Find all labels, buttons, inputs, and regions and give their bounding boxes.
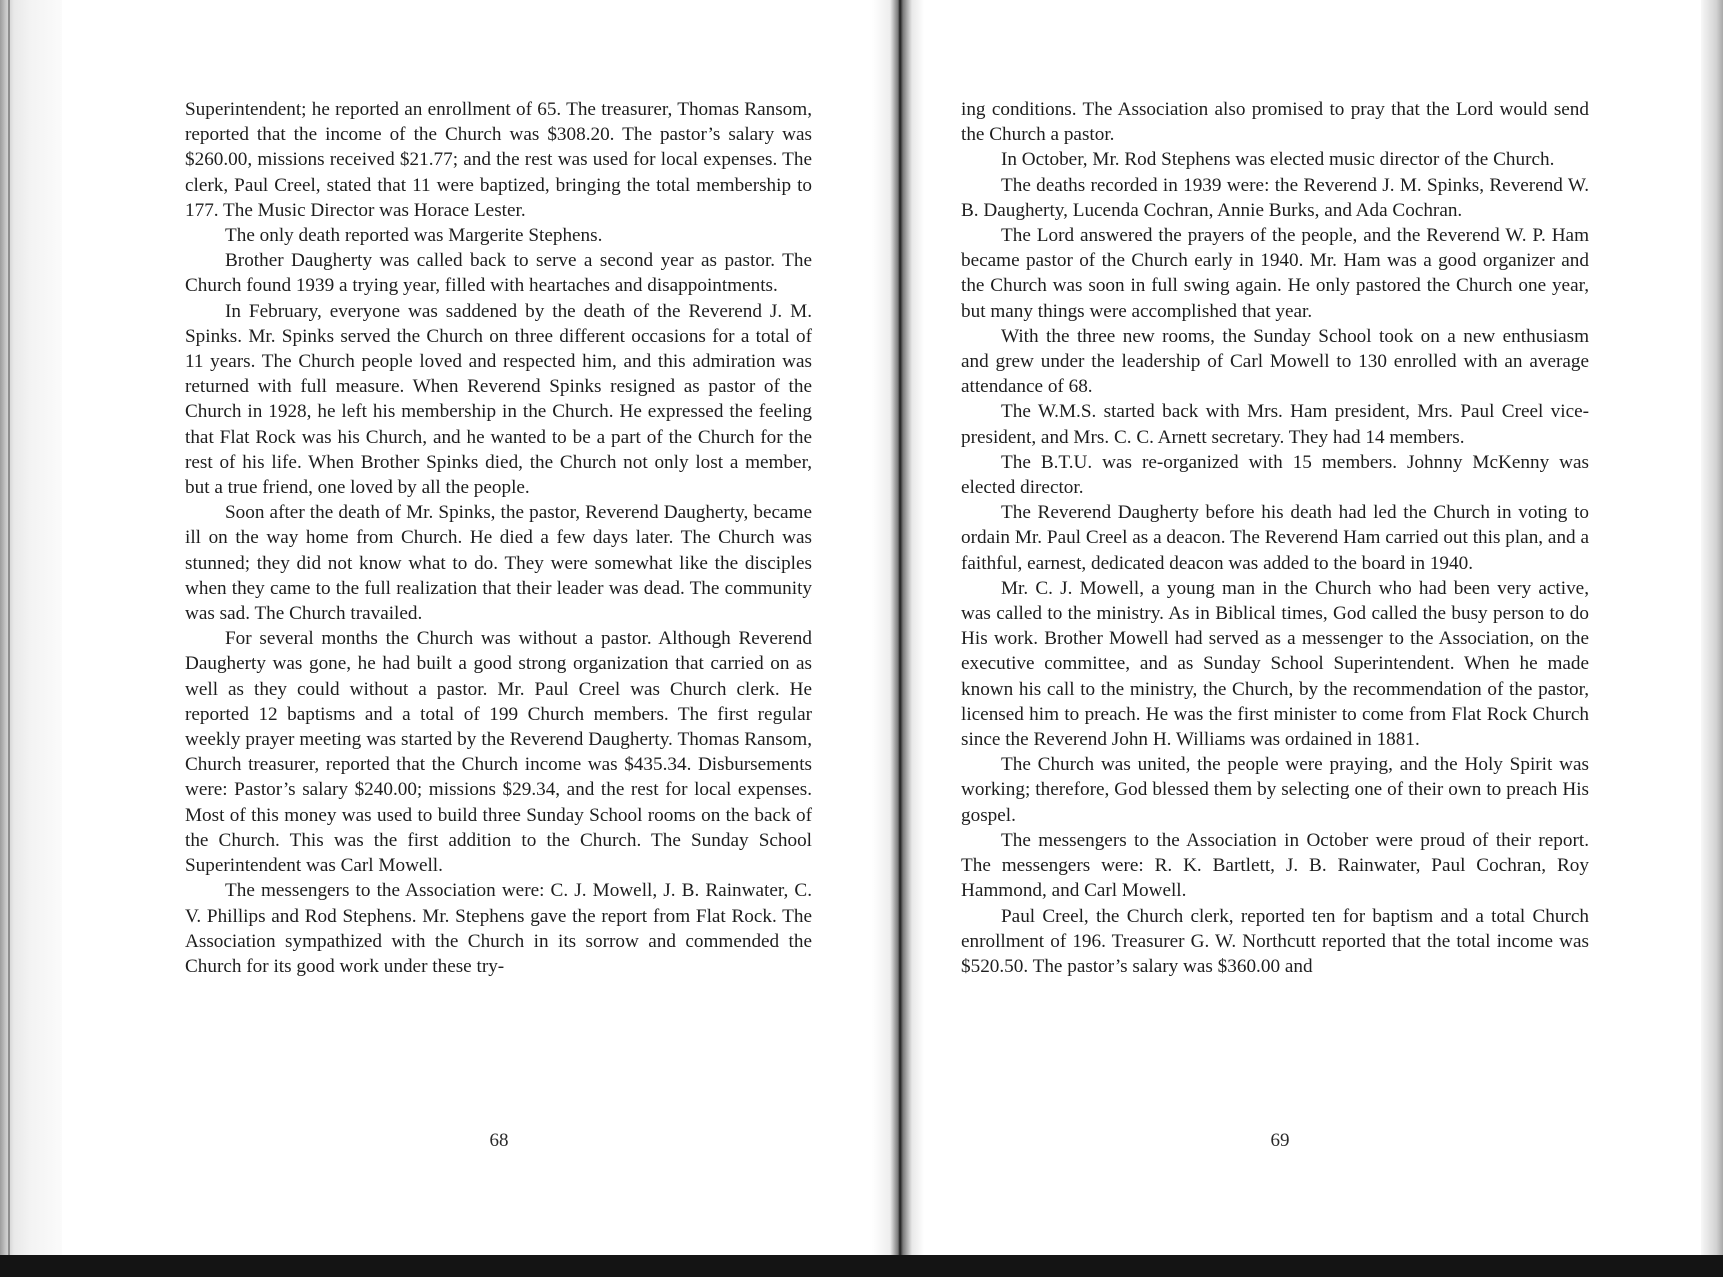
paragraph: ing conditions. The Association also promised to pray that the Lord would send the Church a pastor. — [961, 99, 1589, 146]
paragraph: Paul Creel, the Church clerk, reported ten for baptism and a total Church enrollment of 196. Treasurer G. W. Northcutt reported that the total income was $520.50. The pastor’s salary was $360.00 and — [961, 905, 1589, 977]
paragraph: Soon after the death of Mr. Spinks, the pastor, Reverend Daugherty, became ill on the way home from Church. He died a few days later. The Church was stunned; they did not know what to do. They were somewhat like the disciples when they came to the full realization that their leader was dead. The community was sad. The Church travailed. — [185, 502, 812, 625]
paragraph: Superintendent; he reported an enrollment of 65. The treasurer, Thomas Ransom, reported that the income of the Church was $308.20. The pastor’s salary was $260.00, missions received $21.77; and the rest was used for local expenses. The clerk, Paul Creel, stated that 11 were baptized, bringing the total membership to 177. The Music Director was Horace Lester. — [185, 99, 812, 221]
paragraph: The deaths recorded in 1939 were: the Reverend J. M. Spinks, Reverend W. B. Daugherty, Lucenda Cochran, Annie Burks, and Ada Cochran. — [961, 174, 1589, 221]
paragraph: For several months the Church was without a pastor. Although Reverend Daugherty was gone, he had built a good strong organization that carried on as well as they could without a pastor. Mr. Paul Creel was Church clerk. He reported 12 baptisms and a total of 199 Church members. The first regular weekly prayer meeting was started by the Reverend Daugherty. Thomas Ransom, Church treasurer, reported that the Church income was $435.34. Disbursements were: Pastor’s salary $240.00; missions $29.34, and the rest for local expenses. Most of this money was used to build three Sunday School rooms on the back of the Church. This was the first addition to the Church. The Sunday School Superintendent was Carl Mowell. — [185, 628, 812, 877]
page-number-left: 68 — [489, 1130, 509, 1151]
paragraph: In October, Mr. Rod Stephens was elected music director of the Church. — [1001, 149, 1555, 171]
page-number-right: 69 — [1270, 1130, 1290, 1151]
right-page-text — [961, 97, 1589, 979]
scan-bottom-border — [0, 1255, 1723, 1277]
paragraph: Brother Daugherty was called back to serve a second year as pastor. The Church found 1939 a trying year, filled with heartaches and disappointments. — [185, 250, 812, 297]
book-gutter — [872, 0, 924, 1255]
left-page-text — [185, 97, 812, 979]
paragraph: The Lord answered the prayers of the people, and the Reverend W. P. Ham became pastor of the Church early in 1940. Mr. Ham was a good organizer and the Church was soon in full swing again. He only pastored the Church one year, but many things were accomplished that year. — [961, 225, 1589, 322]
left-page-edge — [0, 0, 62, 1255]
paragraph: The W.M.S. started back with Mrs. Ham president, Mrs. Paul Creel vice-president, and Mrs. C. C. Arnett secretary. They had 14 members. — [961, 401, 1589, 448]
paragraph: The messengers to the Association in October were proud of their report. The messengers were: R. K. Bartlett, J. B. Rainwater, Paul Cochran, Roy Hammond, and Carl Mowell. — [961, 829, 1589, 902]
paragraph: With the three new rooms, the Sunday School took on a new enthusiasm and grew under the leadership of Carl Mowell to 130 enrolled with an average attendance of 68. — [961, 325, 1589, 398]
paragraph: The B.T.U. was re-organized with 15 members. Johnny McKenny was elected director. — [961, 451, 1589, 499]
paragraph: The Reverend Daugherty before his death had led the Church in voting to ordain Mr. Paul Creel as a deacon. The Reverend Ham carried out this plan, and a faithful, earnest, dedicated deacon was added to the board in 1940. — [961, 502, 1589, 574]
paragraph: The Church was united, the people were praying, and the Holy Spirit was working; therefore, God blessed them by selecting one of their own to preach His gospel. — [961, 754, 1589, 826]
paragraph: In February, everyone was saddened by the death of the Reverend J. M. Spinks. Mr. Spinks served the Church on three different occasions for a total of 11 years. The Church people loved and respected him, and this admiration was returned with full measure. When Reverend Spinks resigned as pastor of the Church in 1928, he left his membership in the Church. He expressed the feeling that Flat Rock was his Church, and he wanted to be a part of the Church for the rest of his life. When Brother Spinks died, the Church not only lost a member, but a true friend, one loved by all the people. — [185, 300, 812, 499]
paragraph: The messengers to the Association were: C. J. Mowell, J. B. Rainwater, C. V. Phillips and Rod Stephens. Mr. Stephens gave the report from Flat Rock. The Association sympathized with the Church in its sorrow and commended the Church for its good work under these try- — [185, 880, 812, 977]
paragraph: Mr. C. J. Mowell, a young man in the Church who had been very active, was called to the ministry. As in Biblical times, God called the busy person to do His work. Brother Mowell had served as a messenger to the Association, on the executive committee, and as Sunday School Superintendent. When he made known his call to the ministry, the Church, by the recommendation of the pastor, licensed him to preach. He was the first minister to come from Flat Rock Church since the Reverend John H. Williams was ordained in 1881. — [961, 577, 1589, 751]
right-page-edge — [1701, 0, 1723, 1255]
paragraph: The only death reported was Margerite Stephens. — [225, 225, 603, 247]
